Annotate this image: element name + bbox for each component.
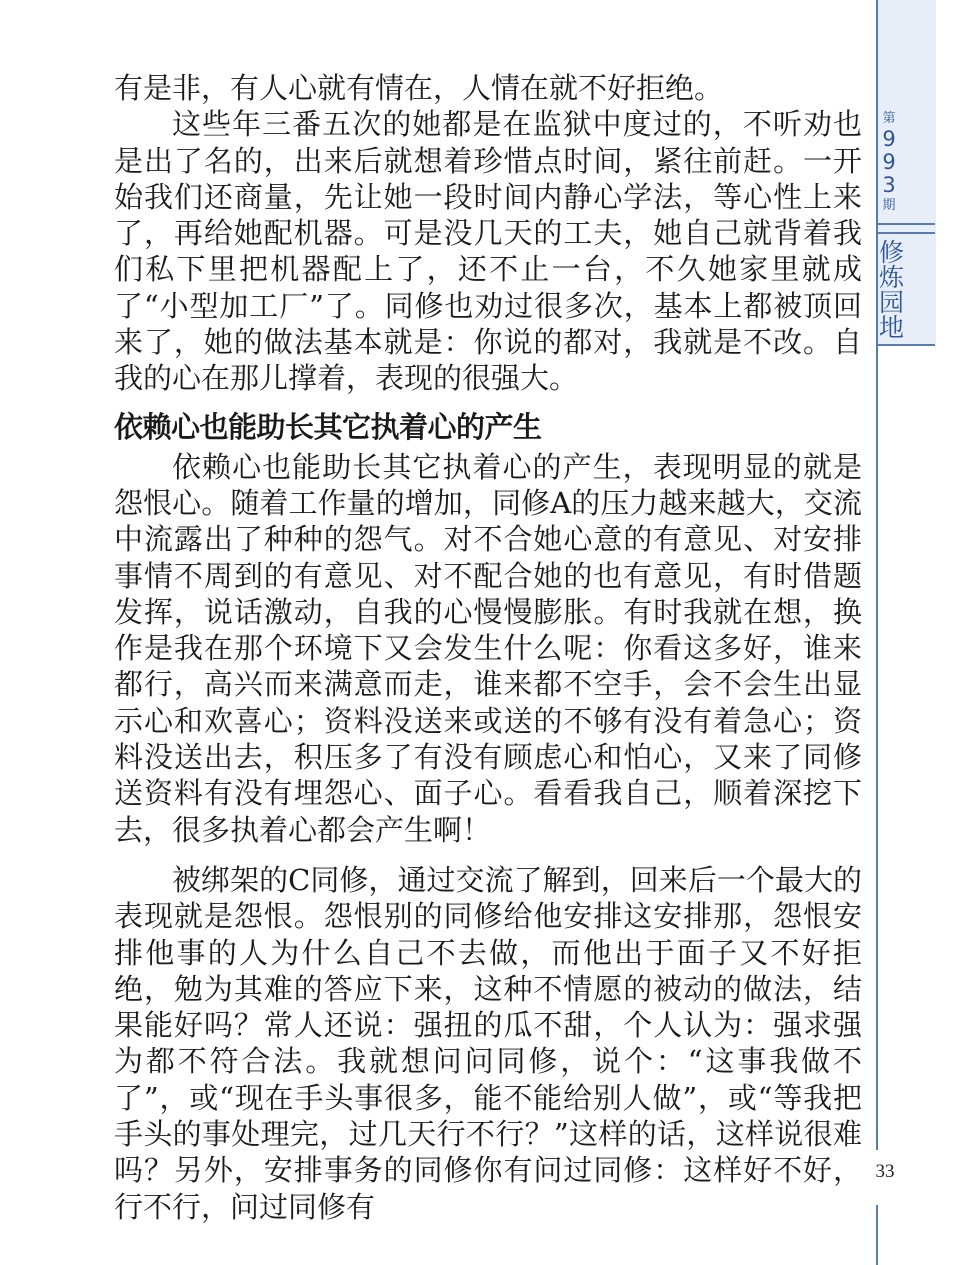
issue-digit-1: 9 <box>882 127 896 151</box>
issue-digit-2: 9 <box>882 150 896 174</box>
issue-digit-3: 3 <box>882 173 896 197</box>
section-char: 修 <box>879 238 905 267</box>
tab-divider-top <box>877 223 935 225</box>
tab-divider-second <box>877 232 935 234</box>
issue-suffix: 期 <box>882 198 896 213</box>
article-body <box>114 70 862 1225</box>
section-char: 园 <box>879 288 905 317</box>
page-number: 33 <box>875 1161 895 1182</box>
paragraph: 依赖心也能助长其它执着心的产生，表现明显的就是怨恨心。随着工作量的增加，同修A的压力越来越大，交流中流露出了种种的怨气。对不合她心意的有意见、对安排事情不周到的有意见、对不配合她的也有意见，有时借题发挥，说话激动，自我的心慢慢膨胀。有时我就在想，换作是我在那个环境下又会发生什么呢：你看这多好，谁来都行，高兴而来满意而走，谁来都不空手，会不会生出显示心和欢喜心；资料没送来或送的不够有没有着急心；资料没送出去，积压多了有没有顾虑心和怕心，又来了同修送资料有没有埋怨心、面子心。看看我自己，顺着深挖下去，很多执着心都会产生啊！ <box>114 449 862 847</box>
paragraph: 这些年三番五次的她都是在监狱中度过的，不听劝也是出了名的，出来后就想着珍惜点时间，紧往前赶。一开始我们还商量，先让她一段时间内静心学法，等心性上来了，再给她配机器。可是没几天的工夫，她自己就背着我们私下里把机器配上了，还不止一台，不久她家里就成了“小型加工厂”了。同修也劝过很多次，基本上都被顶回来了，她的做法基本就是：你说的都对，我就是不改。自我的心在那儿撑着，表现的很强大。 <box>114 107 862 396</box>
section-char: 炼 <box>879 263 905 292</box>
paragraph: 被绑架的C同修，通过交流了解到，回来后一个最大的表现就是怨恨。怨恨别的同修给他安排这安排那，怨恨安排他事的人为什么自己不去做，而他出于面子又不好拒绝，勉为其难的答应下来，这种不情愿的被动的做法，结果能好吗？常人还说：强扭的瓜不甜，个人认为：强求强为都不符合法。我就想问问同修，说个：“这事我做不了”，或“现在手头事很多，能不能给别人做”，或“等我把手头的事处理完，过几天行不行？”这样的话，这样说很难吗？另外，安排事务的同修你有问过同修：这样好不好，行不行，问过同修有 <box>114 862 862 1224</box>
paragraph: 有是非，有人心就有情在，人情在就不好拒绝。 <box>114 71 724 105</box>
section-heading: 依赖心也能助长其它执着心的产生 <box>114 409 542 444</box>
section-char: 地 <box>879 313 905 342</box>
issue-number <box>877 110 901 215</box>
tab-divider-bottom <box>877 344 935 346</box>
sidebar-rule-bottom <box>876 1205 878 1265</box>
section-label <box>879 240 903 340</box>
issue-prefix: 第 <box>882 111 896 126</box>
